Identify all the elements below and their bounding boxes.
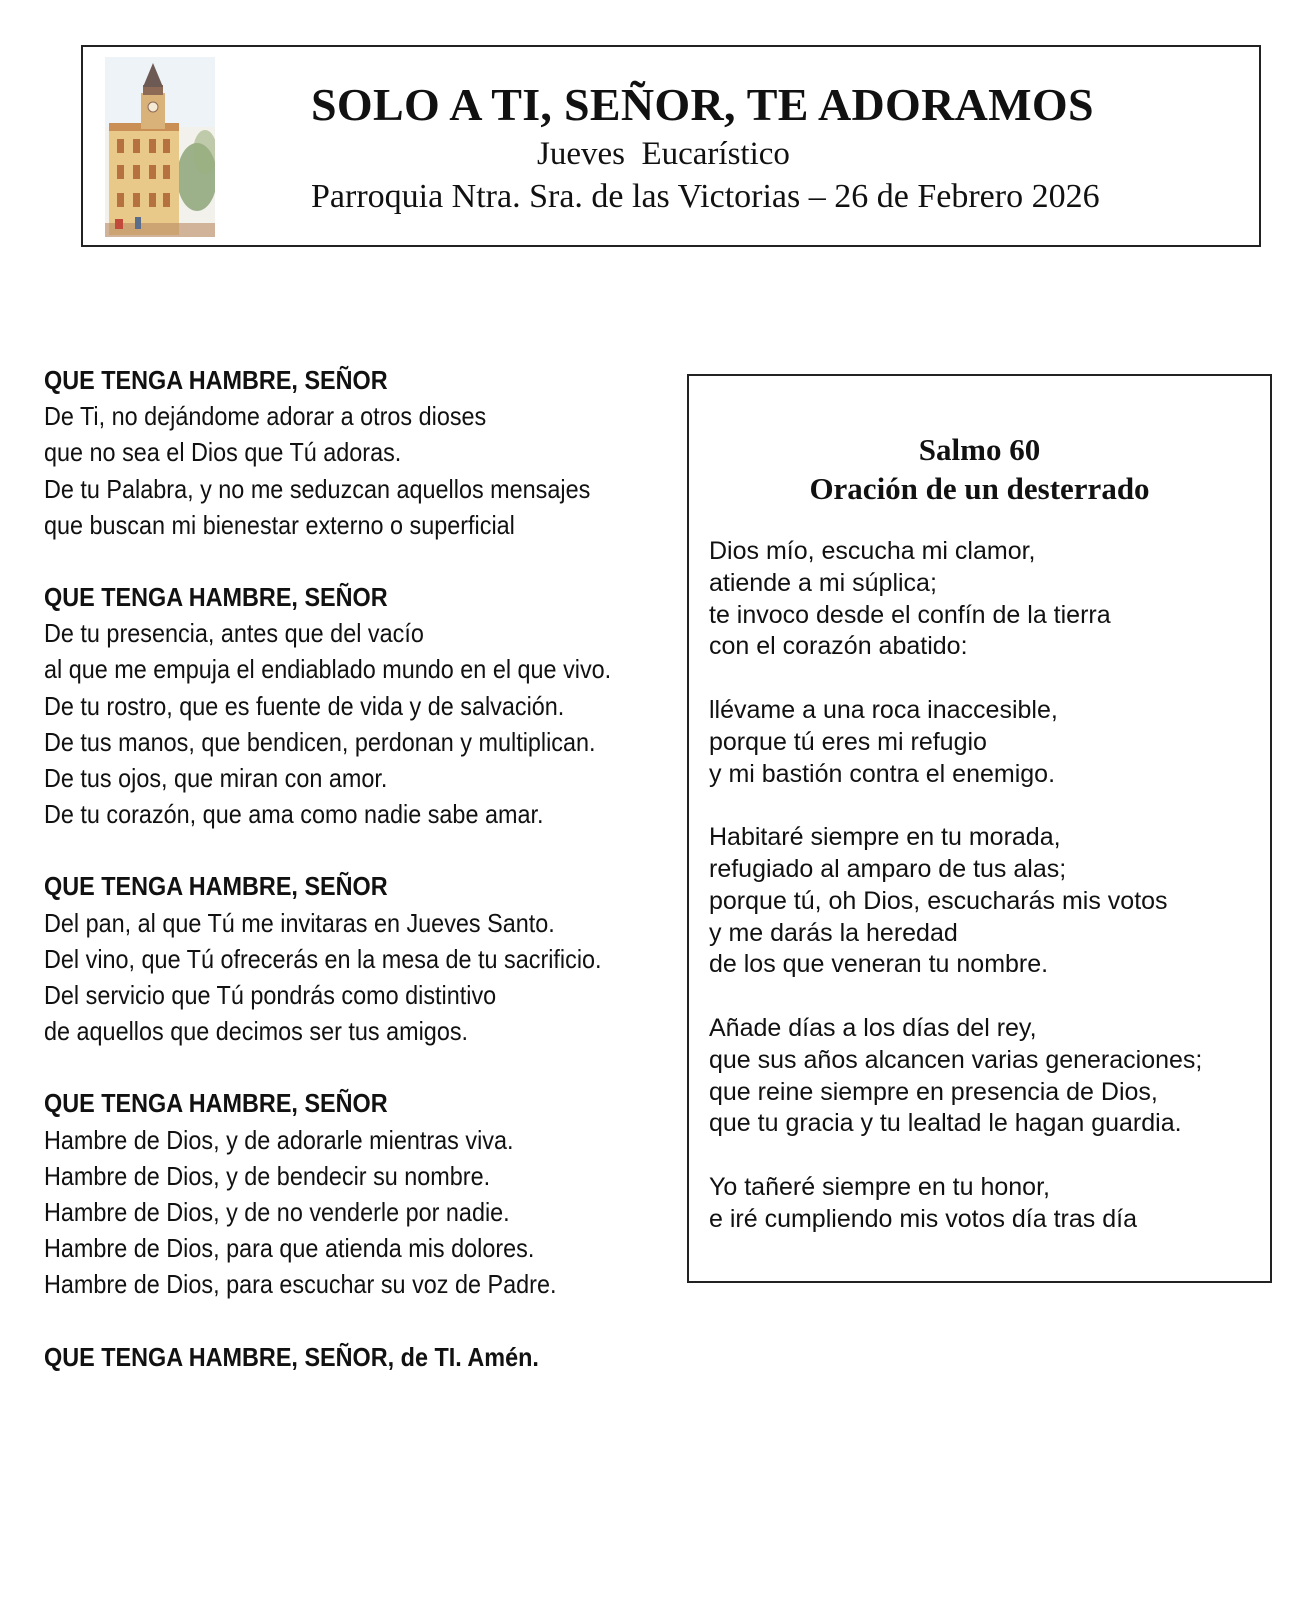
prayer-line: Hambre de Dios, para escuchar su voz de Padre. xyxy=(44,1269,557,1300)
prayer-line: De tu Palabra, y no me seduzcan aquellos mensajes xyxy=(44,473,591,504)
psalm-stanza xyxy=(709,1172,1269,1236)
prayer-stanza xyxy=(44,362,620,543)
stanza-heading: QUE TENGA HAMBRE, SEÑOR xyxy=(44,871,388,902)
psalm-line: llévame a una roca inaccesible, xyxy=(709,695,1058,724)
prayer-line: De tu corazón, que ama como nadie sabe amar. xyxy=(44,799,544,830)
prayer-line: Del pan, al que Tú me invitaras en Jueves Santo. xyxy=(44,907,555,938)
prayer-line: que no sea el Dios que Tú adoras. xyxy=(44,437,402,468)
psalm-stanza xyxy=(709,695,1269,790)
prayer-line: De Ti, no dejándome adorar a otros dioses xyxy=(44,401,487,432)
psalm-line: refugiado al amparo de tus alas; xyxy=(709,854,1067,883)
prayer-line: De tu rostro, que es fuente de vida y de salvación. xyxy=(44,690,565,721)
psalm-line: porque tú eres mi refugio xyxy=(709,727,987,756)
prayer-line: Del servicio que Tú pondrás como distintivo xyxy=(44,980,497,1011)
psalm-subtitle: Oración de un desterrado xyxy=(809,471,1150,506)
prayer-column xyxy=(44,362,620,1375)
psalm-line: te invoco desde el confín de la tierra xyxy=(709,600,1111,629)
prayer-line: De tu presencia, antes que del vacío xyxy=(44,618,424,649)
stanza-heading: QUE TENGA HAMBRE, SEÑOR xyxy=(44,582,388,613)
document-subtitle: Jueves Eucarístico xyxy=(537,136,790,172)
psalm-body xyxy=(709,536,1269,1267)
psalm-line: y me darás la heredad xyxy=(709,918,958,947)
psalm-line: Habitaré siempre en tu morada, xyxy=(709,823,1061,852)
prayer-line: al que me empuja el endiablado mundo en el que vivo. xyxy=(44,654,612,685)
psalm-title xyxy=(689,430,1270,508)
stanza-heading: QUE TENGA HAMBRE, SEÑOR xyxy=(44,365,388,395)
psalm-stanza xyxy=(709,822,1269,981)
prayer-line: De tus manos, que bendicen, perdonan y multiplican. xyxy=(44,726,596,757)
prayer-line: De tus ojos, que miran con amor. xyxy=(44,763,388,794)
psalm-line: que tu gracia y tu lealtad le hagan guardia. xyxy=(709,1109,1182,1138)
prayer-stanza xyxy=(44,868,620,1049)
prayer-line: que buscan mi bienestar externo o superficial xyxy=(44,509,515,540)
prayer-stanza xyxy=(44,579,620,832)
prayer-stanza xyxy=(44,1085,620,1302)
psalm-line: Yo tañeré siempre en tu honor, xyxy=(709,1172,1050,1201)
psalm-line: de los que veneran tu nombre. xyxy=(709,950,1049,979)
psalm-stanza xyxy=(709,1013,1269,1140)
document-title: SOLO A TI, SEÑOR, TE ADORAMOS xyxy=(311,79,1094,130)
psalm-stanza xyxy=(709,536,1269,663)
psalm-line: porque tú, oh Dios, escucharás mis votos xyxy=(709,886,1168,915)
stanza-heading: QUE TENGA HAMBRE, SEÑOR xyxy=(44,1088,388,1119)
psalm-line: Dios mío, escucha mi clamor, xyxy=(709,537,1036,565)
psalm-line: que reine siempre en presencia de Dios, xyxy=(709,1077,1158,1106)
header-box xyxy=(81,45,1261,247)
psalm-line: que sus años alcancen varias generaciones; xyxy=(709,1045,1203,1074)
prayer-closing: QUE TENGA HAMBRE, SEÑOR, de TI. Amén. xyxy=(44,1341,539,1372)
psalm-number: Salmo 60 xyxy=(918,432,1041,467)
prayer-line: de aquellos que decimos ser tus amigos. xyxy=(44,1016,469,1047)
psalm-line: Añade días a los días del rey, xyxy=(709,1013,1037,1042)
prayer-line: Del vino, que Tú ofrecerás en la mesa de tu sacrificio. xyxy=(44,943,602,974)
prayer-line: Hambre de Dios, y de no venderle por nadie. xyxy=(44,1197,510,1228)
psalm-line: y mi bastión contra el enemigo. xyxy=(709,759,1056,788)
parish-date-line: Parroquia Ntra. Sra. de las Victorias – 26 de Febrero 2026 xyxy=(311,178,1100,215)
prayer-line: Hambre de Dios, y de adorarle mientras viva. xyxy=(44,1124,514,1155)
psalm-line: atiende a mi súplica; xyxy=(709,568,937,597)
prayer-line: Hambre de Dios, y de bendecir su nombre. xyxy=(44,1160,491,1191)
psalm-line: con el corazón abatido: xyxy=(709,632,968,661)
prayer-line: Hambre de Dios, para que atienda mis dolores. xyxy=(44,1233,535,1264)
church-watercolor-image xyxy=(105,57,215,237)
psalm-line: e iré cumpliendo mis votos día tras día xyxy=(709,1204,1137,1233)
psalm-box xyxy=(687,374,1272,1283)
